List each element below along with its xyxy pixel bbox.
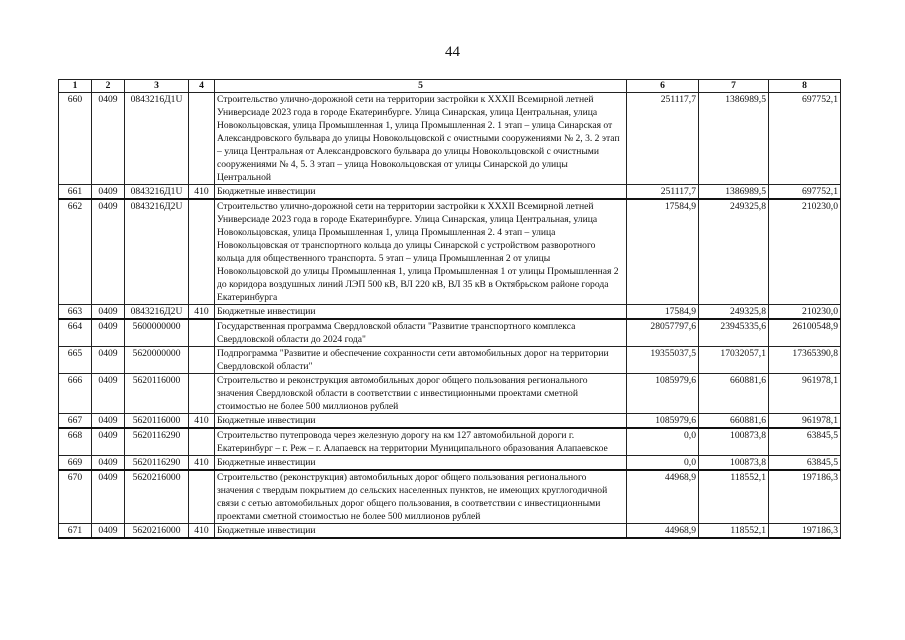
column-header: 8 bbox=[769, 80, 841, 93]
column-header: 3 bbox=[125, 80, 189, 93]
section-code: 0409 bbox=[92, 374, 125, 414]
expense-type-code bbox=[189, 199, 215, 305]
value-col-6: 28057797,6 bbox=[627, 319, 699, 347]
table-row bbox=[59, 319, 841, 347]
table-row bbox=[59, 374, 841, 414]
budget-table bbox=[58, 79, 841, 539]
column-header: 4 bbox=[189, 80, 215, 93]
section-code: 0409 bbox=[92, 185, 125, 200]
section-code: 0409 bbox=[92, 428, 125, 456]
column-header: 6 bbox=[627, 80, 699, 93]
row-number: 670 bbox=[59, 470, 92, 524]
target-article-code: 5620116000 bbox=[125, 374, 189, 414]
table-row bbox=[59, 428, 841, 456]
section-code: 0409 bbox=[92, 305, 125, 320]
section-code: 0409 bbox=[92, 347, 125, 374]
section-code: 0409 bbox=[92, 93, 125, 185]
value-col-7: 118552,1 bbox=[699, 524, 769, 539]
value-col-6: 1085979,6 bbox=[627, 374, 699, 414]
target-article-code: 5600000000 bbox=[125, 319, 189, 347]
value-col-8: 210230,0 bbox=[769, 199, 841, 305]
row-number: 665 bbox=[59, 347, 92, 374]
section-code: 0409 bbox=[92, 470, 125, 524]
row-description: Бюджетные инвестиции bbox=[215, 414, 627, 429]
value-col-8: 17365390,8 bbox=[769, 347, 841, 374]
target-article-code: 5620000000 bbox=[125, 347, 189, 374]
row-description: Строительство и реконструкция автомобильных дорог общего пользования регионального значения Свердловской области в соответствии с инвестиционными проектами сметной стоимостью не более 500 миллионов рублей bbox=[215, 374, 627, 414]
value-col-7: 100873,8 bbox=[699, 456, 769, 471]
section-code: 0409 bbox=[92, 456, 125, 471]
value-col-6: 44968,9 bbox=[627, 524, 699, 539]
row-description: Подпрограмма "Развитие и обеспечение сохранности сети автомобильных дорог на территории Свердловской области" bbox=[215, 347, 627, 374]
expense-type-code: 410 bbox=[189, 305, 215, 320]
expense-type-code bbox=[189, 347, 215, 374]
row-description: Строительство (реконструкция) автомобильных дорог общего пользования регионального значения с твердым покрытием до сельских населенных пунктов, не имеющих круглогодичной связи с сетью автомобильных дорог общего пользования, в соответствии с инвестиционными проектами сметной стоимостью не более 500 миллионов рублей bbox=[215, 470, 627, 524]
value-col-6: 17584,9 bbox=[627, 199, 699, 305]
column-header: 2 bbox=[92, 80, 125, 93]
row-description: Строительство улично-дорожной сети на территории застройки к XXXII Всемирной летней Универсиаде 2023 года в городе Екатеринбурге. Улица Синарская, улица Центральная, улица Новокольцовская, улица Промышленная 1, улица Промышленная 2. 1 этап – улица Синарская от Александровского бульвара до улицы Новокольцовской с очистными сооружениями № 2, 3. 2 этап – улица Центральная от Александровского бульвара до улицы Новокольцовской с очистными сооружениями № 4, 5. 3 этап – улица Новокольцовская от улицы Синарской до улицы Центральной bbox=[215, 93, 627, 185]
value-col-7: 1386989,5 bbox=[699, 93, 769, 185]
expense-type-code bbox=[189, 93, 215, 185]
row-description: Бюджетные инвестиции bbox=[215, 456, 627, 471]
value-col-8: 197186,3 bbox=[769, 470, 841, 524]
row-number: 661 bbox=[59, 185, 92, 200]
row-number: 671 bbox=[59, 524, 92, 539]
target-article-code: 0843216Д1U bbox=[125, 185, 189, 200]
value-col-7: 23945335,6 bbox=[699, 319, 769, 347]
value-col-6: 44968,9 bbox=[627, 470, 699, 524]
value-col-7: 1386989,5 bbox=[699, 185, 769, 200]
expense-type-code bbox=[189, 470, 215, 524]
value-col-8: 63845,5 bbox=[769, 428, 841, 456]
value-col-8: 961978,1 bbox=[769, 374, 841, 414]
column-header: 7 bbox=[699, 80, 769, 93]
value-col-8: 210230,0 bbox=[769, 305, 841, 320]
row-description: Строительство путепровода через железную дорогу на км 127 автомобильной дороги г. Екатеринбург – г. Реж – г. Алапаевск на территории Муниципального образования Алапаевское bbox=[215, 428, 627, 456]
table-row bbox=[59, 470, 841, 524]
value-col-6: 251117,7 bbox=[627, 185, 699, 200]
table-row bbox=[59, 524, 841, 539]
target-article-code: 0843216Д2U bbox=[125, 305, 189, 320]
table-header-row bbox=[59, 80, 841, 93]
value-col-7: 249325,8 bbox=[699, 199, 769, 305]
value-col-8: 63845,5 bbox=[769, 456, 841, 471]
column-header: 5 bbox=[215, 80, 627, 93]
row-number: 660 bbox=[59, 93, 92, 185]
value-col-8: 697752,1 bbox=[769, 185, 841, 200]
value-col-6: 1085979,6 bbox=[627, 414, 699, 429]
value-col-6: 0,0 bbox=[627, 456, 699, 471]
target-article-code: 5620116290 bbox=[125, 456, 189, 471]
column-header: 1 bbox=[59, 80, 92, 93]
value-col-7: 660881,6 bbox=[699, 374, 769, 414]
value-col-8: 26100548,9 bbox=[769, 319, 841, 347]
row-number: 664 bbox=[59, 319, 92, 347]
expense-type-code: 410 bbox=[189, 414, 215, 429]
target-article-code: 0843216Д1U bbox=[125, 93, 189, 185]
section-code: 0409 bbox=[92, 319, 125, 347]
value-col-6: 251117,7 bbox=[627, 93, 699, 185]
row-number: 663 bbox=[59, 305, 92, 320]
value-col-7: 249325,8 bbox=[699, 305, 769, 320]
target-article-code: 5620116290 bbox=[125, 428, 189, 456]
row-number: 668 bbox=[59, 428, 92, 456]
row-description: Государственная программа Свердловской области "Развитие транспортного комплекса Свердловской области до 2024 года" bbox=[215, 319, 627, 347]
table-row bbox=[59, 185, 841, 200]
table-row bbox=[59, 414, 841, 429]
row-description: Строительство улично-дорожной сети на территории застройки к XXXII Всемирной летней Универсиаде 2023 года в городе Екатеринбурге. Улица Синарская, улица Центральная, улица Новокольцовская, улица Промышленная 1, улица Промышленная 2. 4 этап – улица Новокольцовская от транспортного кольца до улицы Синарской с устройством разворотного кольца для общественного транспорта. 5 этап – улица Промышленная 2 от улицы Новокольцовской до улицы Промышленная 1, улица Промышленная 1 от улицы Промышленная 2 до коридора воздушных линий ЛЭП 500 кВ, ВЛ 220 кВ, ВЛ 35 кВ в Октябрьском районе города Екатеринбурга bbox=[215, 199, 627, 305]
target-article-code: 5620116000 bbox=[125, 414, 189, 429]
value-col-8: 961978,1 bbox=[769, 414, 841, 429]
expense-type-code: 410 bbox=[189, 456, 215, 471]
expense-type-code bbox=[189, 374, 215, 414]
target-article-code: 5620216000 bbox=[125, 470, 189, 524]
value-col-6: 19355037,5 bbox=[627, 347, 699, 374]
section-code: 0409 bbox=[92, 524, 125, 539]
row-number: 667 bbox=[59, 414, 92, 429]
row-description: Бюджетные инвестиции bbox=[215, 305, 627, 320]
table-row bbox=[59, 93, 841, 185]
value-col-7: 100873,8 bbox=[699, 428, 769, 456]
value-col-8: 197186,3 bbox=[769, 524, 841, 539]
section-code: 0409 bbox=[92, 199, 125, 305]
table-row bbox=[59, 347, 841, 374]
value-col-6: 17584,9 bbox=[627, 305, 699, 320]
target-article-code: 0843216Д2U bbox=[125, 199, 189, 305]
table-row bbox=[59, 199, 841, 305]
table-row bbox=[59, 305, 841, 320]
value-col-7: 660881,6 bbox=[699, 414, 769, 429]
expense-type-code bbox=[189, 319, 215, 347]
row-number: 666 bbox=[59, 374, 92, 414]
target-article-code: 5620216000 bbox=[125, 524, 189, 539]
expense-type-code: 410 bbox=[189, 524, 215, 539]
row-description: Бюджетные инвестиции bbox=[215, 524, 627, 539]
section-code: 0409 bbox=[92, 414, 125, 429]
table-row bbox=[59, 456, 841, 471]
expense-type-code: 410 bbox=[189, 185, 215, 200]
expense-type-code bbox=[189, 428, 215, 456]
value-col-7: 17032057,1 bbox=[699, 347, 769, 374]
page-number: 44 bbox=[445, 44, 460, 60]
value-col-8: 697752,1 bbox=[769, 93, 841, 185]
value-col-7: 118552,1 bbox=[699, 470, 769, 524]
value-col-6: 0,0 bbox=[627, 428, 699, 456]
row-number: 662 bbox=[59, 199, 92, 305]
row-number: 669 bbox=[59, 456, 92, 471]
row-description: Бюджетные инвестиции bbox=[215, 185, 627, 200]
